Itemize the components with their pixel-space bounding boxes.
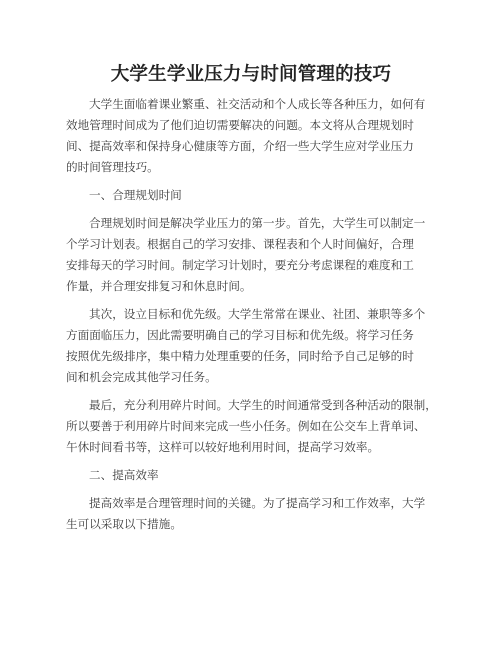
paragraph-line: 安排每天的学习时间。制定学习计划时，要充分考虑课程的难度和工 xyxy=(66,258,414,272)
paragraph-line: 提高效率是合理管理时间的关键。为了提高学习和工作效率，大学 xyxy=(89,496,426,510)
paragraph-line: 间和机会完成其他学习任务。 xyxy=(66,370,217,384)
paragraph-line: 作量，并合理安排复习和休息时间。 xyxy=(66,279,252,293)
paragraph-line: 合理规划时间是解决学业压力的第一步。首先，大学生可以制定一 xyxy=(89,216,426,230)
section-heading: 一、合理规划时间 xyxy=(89,188,182,202)
paragraph-line: 午休时间看书等，这样可以较好地利用时间，提高学习效率。 xyxy=(66,440,380,454)
document-title: 大学生学业压力与时间管理的技巧 xyxy=(110,64,392,85)
paragraph-line: 方面面临压力，因此需要明确自己的学习目标和优先级。将学习任务 xyxy=(66,328,414,342)
paragraph-line: 最后，充分利用碎片时间。大学生的时间通常受到各种活动的限制， xyxy=(89,398,437,412)
paragraph-line: 大学生面临着课业繁重、社交活动和个人成长等各种压力，如何有 xyxy=(89,97,426,111)
section-heading: 二、提高效率 xyxy=(89,468,159,482)
paragraph-line: 所以要善于利用碎片时间来完成一些小任务。例如在公交车上背单词、 xyxy=(66,419,426,433)
paragraph-line: 效地管理时间成为了他们迫切需要解决的问题。本文将从合理规划时 xyxy=(66,118,414,132)
paragraph-line: 的时间管理技巧。 xyxy=(66,160,159,174)
paragraph-line: 按照优先级排序，集中精力处理重要的任务，同时给予自己足够的时 xyxy=(66,349,414,363)
paragraph-line: 间、提高效率和保持身心健康等方面，介绍一些大学生应对学业压力 xyxy=(66,139,414,153)
paragraph-line: 其次，设立目标和优先级。大学生常常在课业、社团、兼职等多个 xyxy=(89,307,426,321)
paragraph-line: 生可以采取以下措施。 xyxy=(66,517,182,531)
paragraph-line: 个学习计划表。根据自己的学习安排、课程表和个人时间偏好，合理 xyxy=(66,237,414,251)
